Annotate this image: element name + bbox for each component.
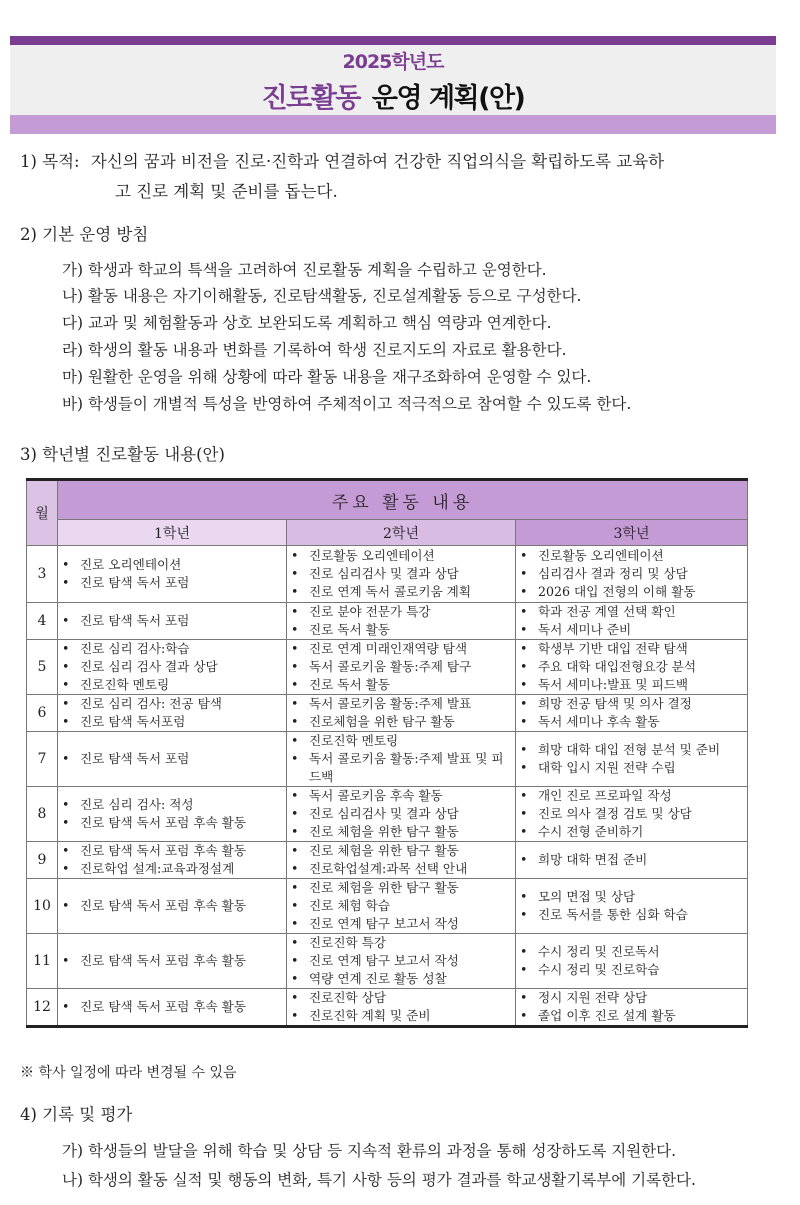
section2-heading: 2) 기본 운영 방침: [20, 225, 149, 244]
activity-item: • 희망 전공 탐색 및 의사 결정: [516, 695, 747, 713]
month-cell: 3: [27, 546, 58, 603]
section4-heading: 4) 기록 및 평가: [20, 1105, 133, 1124]
activity-list: [58, 556, 286, 592]
activity-item: • 진로진학 상담: [287, 989, 515, 1007]
month-cell: 7: [27, 732, 58, 787]
activity-item: • 정시 지원 전략 상담: [516, 989, 747, 1007]
grade1-activities-cell: [58, 695, 287, 732]
grade3-activities-cell: [516, 695, 748, 732]
evaluation-item: 가) 학생들의 발달을 위해 학습 및 상담 등 지속적 환류의 과정을 통해 성장하도록 지원한다.: [62, 1142, 677, 1160]
grade1-activities-cell: [58, 603, 287, 640]
activity-list: [516, 851, 747, 869]
activity-plan-table: [26, 478, 748, 1028]
activity-list: [287, 934, 515, 988]
activity-list: [58, 695, 286, 731]
grade2-activities-cell: [287, 842, 516, 879]
activity-item: • 진로 분야 전문가 특강: [287, 603, 515, 621]
activity-item: • 독서 콜로키움 활동:주제 탐구: [287, 658, 515, 676]
activity-item: • 진로 연계 독서 콜로키움 계획: [287, 583, 515, 601]
document-title: [10, 76, 776, 115]
activity-item: • 진로진학 멘토링: [58, 676, 286, 694]
activity-item: • 모의 면접 및 상담: [516, 888, 747, 906]
grade2-activities-cell: [287, 695, 516, 732]
activity-list: [516, 787, 747, 841]
policy-item: 바) 학생들이 개별적 특성을 반영하여 주체적이고 적극적으로 참여할 수 있도록 한다.: [62, 395, 632, 413]
month-cell: 12: [27, 989, 58, 1027]
activity-item: • 진로 탐색 독서 포럼: [58, 612, 286, 630]
activity-item: • 수시 정리 및 진로독서: [516, 943, 747, 961]
grade2-activities-cell: [287, 640, 516, 695]
activity-item: • 진로 연계 탐구 보고서 작성: [287, 952, 515, 970]
activity-item: • 희망 대학 대입 전형 분석 및 준비: [516, 741, 747, 759]
grade2-activities-cell: [287, 546, 516, 603]
grade3-activities-cell: [516, 787, 748, 842]
activity-item: • 진로 오리엔테이션: [58, 556, 286, 574]
activity-item: • 학생부 기반 대입 전략 탐색: [516, 640, 747, 658]
activity-list: [58, 750, 286, 768]
policy-item: 나) 활동 내용은 자기이해활동, 진로탐색활동, 진로설계활동 등으로 구성한다.: [62, 287, 582, 305]
month-cell: 5: [27, 640, 58, 695]
activity-item: • 주요 대학 대입전형요강 분석: [516, 658, 747, 676]
activity-item: • 진로체험을 위한 탐구 활동: [287, 713, 515, 731]
activity-item: • 독서 콜로키움 후속 활동: [287, 787, 515, 805]
activity-item: • 진로 탐색 독서포럼: [58, 713, 286, 731]
activity-item: • 진로 탐색 독서 포럼 후속 활동: [58, 897, 286, 915]
activity-list: [516, 695, 747, 731]
activity-item: • 진로 심리 검사 결과 상담: [58, 658, 286, 676]
activity-list: [516, 603, 747, 639]
activity-item: • 진로활동 오리엔테이션: [516, 547, 747, 565]
activity-item: • 수시 정리 및 진로학습: [516, 961, 747, 979]
activity-item: • 수시 전형 준비하기: [516, 823, 747, 841]
grade1-header: 1학년: [58, 520, 287, 546]
activity-list: [516, 741, 747, 777]
activity-item: • 진로진학 계획 및 준비: [287, 1007, 515, 1025]
table-row: [27, 732, 748, 787]
activity-item: • 진로 심리검사 및 결과 상담: [287, 805, 515, 823]
table-row: [27, 603, 748, 640]
grade1-activities-cell: [58, 879, 287, 934]
grade3-header: 3학년: [516, 520, 748, 546]
activity-item: • 진로 탐색 독서 포럼 후속 활동: [58, 998, 286, 1016]
activity-list: [58, 952, 286, 970]
grade3-activities-cell: [516, 989, 748, 1027]
activity-item: • 희망 대학 면접 준비: [516, 851, 747, 869]
activity-list: [287, 842, 515, 878]
activity-list: [287, 603, 515, 639]
activity-item: • 진로 독서를 통한 심화 학습: [516, 906, 747, 924]
activity-list: [58, 796, 286, 832]
grade3-activities-cell: [516, 640, 748, 695]
month-cell: 4: [27, 603, 58, 640]
policy-item: 다) 교과 및 체험활동과 상호 보완되도록 계획하고 핵심 역량과 연계한다.: [62, 314, 552, 332]
activity-table-body: [27, 546, 748, 1027]
policy-item: 마) 원활한 운영을 위해 상황에 따라 활동 내용을 재구조화하여 운영할 수 있다.: [62, 368, 592, 386]
table-row: [27, 546, 748, 603]
activity-item: • 진로 체험을 위한 탐구 활동: [287, 823, 515, 841]
grade1-activities-cell: [58, 732, 287, 787]
activity-item: • 진로 심리검사 및 결과 상담: [287, 565, 515, 583]
activity-item: • 심리검사 결과 정리 및 상담: [516, 565, 747, 583]
activity-list: [58, 842, 286, 878]
activity-item: • 독서 세미나 준비: [516, 621, 747, 639]
activity-item: • 독서 콜로키움 활동:주제 발표: [287, 695, 515, 713]
activity-list: [58, 612, 286, 630]
activity-item: • 진로 독서 활동: [287, 676, 515, 694]
grade2-activities-cell: [287, 603, 516, 640]
title-banner: [10, 36, 776, 134]
policy-item: 라) 학생의 활동 내용과 변화를 기록하여 학생 진로지도의 자료로 활용한다.: [62, 341, 567, 359]
activity-item: • 진로 심리 검사:학습: [58, 640, 286, 658]
grade1-activities-cell: [58, 989, 287, 1027]
activity-item: • 진로진학 특강: [287, 934, 515, 952]
banner-bottom-bar: [10, 115, 776, 134]
grade3-activities-cell: [516, 603, 748, 640]
table-row: [27, 989, 748, 1027]
month-cell: 6: [27, 695, 58, 732]
month-column-header: 월: [27, 480, 58, 546]
grade2-activities-cell: [287, 732, 516, 787]
activity-item: • 역량 연계 진로 활동 성찰: [287, 970, 515, 988]
table-row: [27, 879, 748, 934]
title-accent: 진로활동: [261, 83, 360, 114]
table-row: [27, 640, 748, 695]
month-cell: 10: [27, 879, 58, 934]
activity-item: • 진로 연계 탐구 보고서 작성: [287, 915, 515, 933]
activity-item: • 졸업 이후 진로 설계 활동: [516, 1007, 747, 1025]
grade3-activities-cell: [516, 934, 748, 989]
month-cell: 11: [27, 934, 58, 989]
activity-item: • 진로학업설계:과목 선택 안내: [287, 860, 515, 878]
activity-item: • 진로 연계 미래인재역량 탐색: [287, 640, 515, 658]
grade3-activities-cell: [516, 732, 748, 787]
activity-list: [287, 732, 515, 786]
activity-item: • 독서 콜로키움 활동:주제 발표 및 피드백: [287, 750, 515, 786]
activity-item: • 개인 진로 프로파일 작성: [516, 787, 747, 805]
grade2-header: 2학년: [287, 520, 516, 546]
activity-item: • 진로 탐색 독서 포럼: [58, 574, 286, 592]
activity-item: • 진로 탐색 독서 포럼 후속 활동: [58, 842, 286, 860]
policy-item: 가) 학생과 학교의 특색을 고려하여 진로활동 계획을 수립하고 운영한다.: [62, 261, 547, 279]
grade3-activities-cell: [516, 842, 748, 879]
activity-list: [516, 943, 747, 979]
section3-heading: 3) 학년별 진로활동 내용(안): [20, 445, 225, 464]
activity-list: [287, 695, 515, 731]
activity-item: • 독서 세미나 후속 활동: [516, 713, 747, 731]
activity-list: [287, 989, 515, 1025]
banner-top-bar: [10, 36, 776, 45]
month-cell: 8: [27, 787, 58, 842]
activity-item: • 진로 체험을 위한 탐구 활동: [287, 842, 515, 860]
activity-list: [287, 547, 515, 601]
activity-item: • 학과 전공 계열 선택 확인: [516, 603, 747, 621]
activity-item: • 2026 대입 전형의 이해 활동: [516, 583, 747, 601]
table-row: [27, 695, 748, 732]
evaluation-item: 나) 학생의 활동 실적 및 행동의 변화, 특기 사항 등의 평가 결과를 학교생활기록부에 기록한다.: [62, 1171, 696, 1189]
grade2-activities-cell: [287, 989, 516, 1027]
activity-item: • 진로학업 설계:교육과정설계: [58, 860, 286, 878]
activity-list: [58, 640, 286, 694]
activity-list: [516, 989, 747, 1025]
activity-item: • 진로 탐색 독서 포럼 후속 활동: [58, 814, 286, 832]
table-row: [27, 934, 748, 989]
activity-item: • 진로 체험 학습: [287, 897, 515, 915]
activity-item: • 진로 체험을 위한 탐구 활동: [287, 879, 515, 897]
section1-heading: 1) 목적:: [20, 152, 80, 171]
table-row: [27, 787, 748, 842]
grade1-activities-cell: [58, 842, 287, 879]
activity-item: • 진로진학 멘토링: [287, 732, 515, 750]
activity-list: [516, 888, 747, 924]
section1-line2: 고 진로 계획 및 준비를 돕는다.: [115, 182, 338, 201]
main-activities-header: 주요 활동 내용: [58, 480, 748, 520]
activity-item: • 진로활동 오리엔테이션: [287, 547, 515, 565]
section1-purpose: [20, 151, 664, 173]
grade1-activities-cell: [58, 787, 287, 842]
activity-item: • 대학 입시 지원 전략 수립: [516, 759, 747, 777]
activity-list: [516, 640, 747, 694]
activity-item: • 진로 의사 결정 검토 및 상담: [516, 805, 747, 823]
document-year: 2025학년도: [342, 51, 444, 73]
activity-item: • 진로 심리 검사: 전공 탐색: [58, 695, 286, 713]
activity-item: • 진로 탐색 독서 포럼: [58, 750, 286, 768]
activity-item: • 진로 독서 활동: [287, 621, 515, 639]
month-cell: 9: [27, 842, 58, 879]
activity-list: [287, 787, 515, 841]
grade1-activities-cell: [58, 546, 287, 603]
schedule-note: ※ 학사 일정에 따라 변경될 수 있음: [20, 1065, 237, 1081]
section1-line1: 자신의 꿈과 비전을 진로·진학과 연결하여 건강한 직업의식을 확립하도록 교육하: [90, 152, 665, 171]
grade2-activities-cell: [287, 879, 516, 934]
grade3-activities-cell: [516, 546, 748, 603]
activity-list: [58, 897, 286, 915]
grade1-activities-cell: [58, 640, 287, 695]
activity-list: [516, 547, 747, 601]
activity-list: [58, 998, 286, 1016]
grade2-activities-cell: [287, 934, 516, 989]
activity-item: • 진로 심리 검사: 적성: [58, 796, 286, 814]
grade1-activities-cell: [58, 934, 287, 989]
grade2-activities-cell: [287, 787, 516, 842]
grade3-activities-cell: [516, 879, 748, 934]
activity-item: • 독서 세미나:발표 및 피드백: [516, 676, 747, 694]
activity-list: [287, 640, 515, 694]
title-rest: 운영 계획(안): [371, 83, 525, 114]
activity-item: • 진로 탐색 독서 포럼 후속 활동: [58, 952, 286, 970]
table-row: [27, 842, 748, 879]
activity-list: [287, 879, 515, 933]
